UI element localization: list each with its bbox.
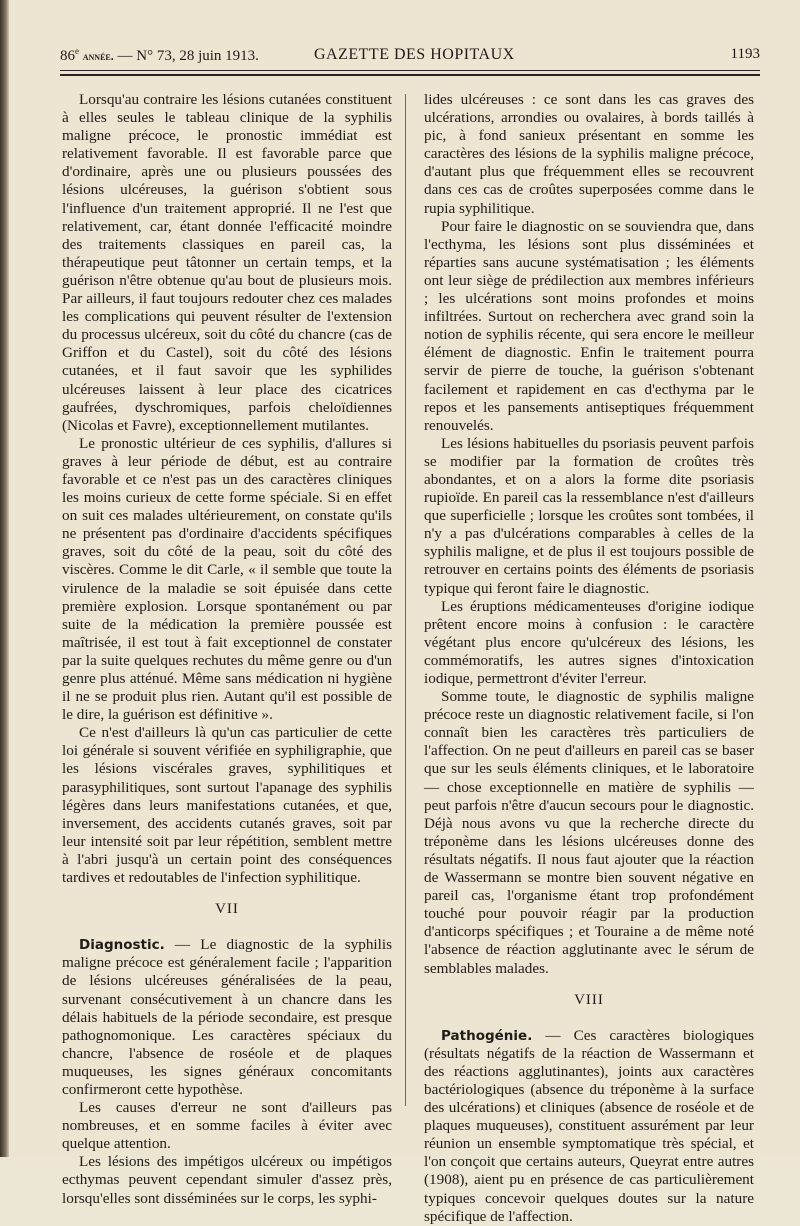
journal-title: GAZETTE DES HOPITAUX [314,46,515,63]
paragraph: Les causes d'erreur ne sont d'ailleurs pas nombreuses, et en somme faciles à éviter avec quelque attention. [62,1099,392,1153]
paragraph: Les éruptions médicamenteuses d'origine iodique prêtent encore moins à confusion : le caractère végétant plus encore qu'ulcéreux des lésions, les commémoratifs, les autres signes d'intoxication iodique, permettront d'éviter l'erreur. [424,597,754,687]
column-divider [405,94,406,1106]
page-number: 1193 [730,46,760,62]
paragraph: Les lésions des impétigos ulcéreux ou impétigos ecthymas peuvent cependant simuler d'assez près, lorsqu'elles sont disséminées sur le corps, les syphi- [62,1153,392,1207]
paragraph-lead: Diagnostic. [79,937,165,954]
paragraph: Le pronostic ultérieur de ces syphilis, d'allures si graves à leur période de début, est au contraire favorable et ce n'est pas un des caractères cliniques les moins curieux de cette forme spéciale. Si en effet on suit ces malades ultérieurement, on constate qu'ils ne présentent pas d'ordinaire d'accidents spécifiques graves, soit du côté de la peau, soit du côté des viscères. Comme le dit Carle, « il semble que toute la virulence de la maladie se soit épuisée dans cette première explosion. Lorsque spontanément ou par suite de la médication la première poussée est maîtrisée, il est tout à fait exceptionnel de constater par la suite quelques rechutes du même genre ou d'un genre plus atténué. Même sans médication ni hygiène il ne se produit plus rien. Autant qu'il est possible de le dire, la guérison est définitive ». [62,434,392,724]
paragraph: Somme toute, le diagnostic de syphilis maligne précoce reste un diagnostic relativement facile, si l'on connaît bien les caractères très particuliers de l'affection. On ne peut d'ailleurs en pareil cas se baser que sur les seuls éléments cliniques, et le laboratoire — chose exceptionnelle en matière de syphilis — peut parfois n'être d'aucun secours pour le diagnostic. Déjà nous avons vu que la recherche directe du tréponème dans les lésions ulcéreuses donne des résultats négatifs. Il nous faut ajouter que la réaction de Wassermann se montre bien souvent négative en pareil cas, l'organisme étant trop profondément touché pour pouvoir réagir par la production d'anticorps spécifiques ; et Touraine a de même noté l'absence de réaction agglutinante avec le sérum de semblables malades. [424,688,754,977]
paragraph: Les lésions habituelles du psoriasis peuvent parfois se modifier par la formation de croûtes très abondantes, et on a alors la forme dite psoriasis rupioïde. En pareil cas la ressemblance n'est d'ailleurs que superficielle ; lorsque les croûtes sont tombées, il n'y a pas d'ulcérations comparables à celles de la syphilis maligne, et de plus il est toujours possible de retrouver en certains points des éléments de psoriasis typique qui feront faire le diagnostic. [424,434,754,597]
running-header [60,46,760,66]
issue-year: 86 [60,48,75,64]
book-spine-shadow [0,0,9,1157]
issue-info [60,46,259,65]
paragraph [62,936,392,1099]
section-heading: VIII [574,991,604,1008]
issue-word: année. [82,49,114,63]
paragraph [424,1027,754,1226]
paragraph-text: — Le diagnostic de la syphilis maligne précoce est généralement facile ; l'apparition de lésions ulcéreuses généralisées de la peau, survenant consécutivement à un chancre dans les délais habituels de la période secondaire, est presque pathognomonique. Les caractères spéciaux du chancre, l'absence de roséole et de plaques muqueuses, les signes généraux concomitants confirmeront cette hypothèse. [62,936,392,1098]
issue-number-date: — N° 73, 28 juin 1913. [117,48,259,64]
paragraph: Lorsqu'au contraire les lésions cutanées constituent à elles seules le tableau clinique de la syphilis maligne précoce, le pronostic immédiat est relativement favorable. Il est favorable parce que d'ordinaire, après une ou plusieurs poussées des lésions ulcéreuses, la guérison s'obtient sous l'influence d'un traitement approprié. Il ne l'est que relativement, car, étant donnée l'efficacité moindre des traitements classiques en pareil cas, la thérapeutique peut tâtonner un certain temps, et la guérison n'être obtenue qu'au bout de plusieurs mois. Par ailleurs, il faut toujours redouter chez ces malades les complications qui peuvent résulter de l'extension du processus ulcéreux, soit du côté du chancre (cas de Griffon et du Castel), soit du côté des lésions cutanées, et il faut savoir que les syphilides ulcéreuses laissent à leur place des cicatrices gaufrées, dyschromiques, parfois cheloïdiennes (Nicolas et Favre), exceptionnellement mutilantes. [62,91,392,434]
header-rule-thick [60,74,760,76]
paragraph-text: — Ces caractères biologiques (résultats négatifs de la réaction de Wassermann et des réactions agglutinantes), joints aux caractères bactériologiques (absence du tréponème à la surface des ulcérations) et cliniques (absence de roséole et de plaques muqueuses), constituent assurément par leur réunion un ensemble symptomatique très spécial, et l'on conçoit que certains auteurs, Queyrat entre autres (1908), aient pu en présence de cas particulièrement typiques concevoir quelques doutes sur la nature spécifique de l'affection. [424,1026,754,1225]
issue-year-sup: e [75,46,79,56]
paragraph: Ce n'est d'ailleurs là qu'un cas particulier de cette loi générale si souvent vérifiée en syphiligraphie, que les lésions viscérales graves, syphilitiques et parasyphilitiques, sont surtout l'apanage des syphilis légères dans leurs manifestations cutanées, et que, inversement, des accidents cutanés graves, soit par leur intensité soit par leur répétition, semblent mettre à l'abri jusqu'à un certain point des conséquences tardives et redoutables de l'infection syphilitique. [62,724,392,887]
right-column [424,91,754,1226]
header-rule-thin [60,70,760,71]
left-column [62,91,392,1208]
paragraph: lides ulcéreuses : ce sont dans les cas graves des ulcérations, arrondies ou ovalaires, à bords taillés à pic, à fond sanieux présentant en somme les caractères des lésions de la syphilis maligne précoce, d'autant plus que fréquemment elles se recouvrent dans ces cas de croûtes superposées comme dans le rupia syphilitique. [424,91,754,217]
section-heading: VII [215,901,239,918]
paragraph: Pour faire le diagnostic on se souviendra que, dans l'ecthyma, les lésions sont plus disséminées et réparties sans aucune systématisation ; les éléments ont leur siège de prédilection aux membres inférieurs ; les ulcérations sont moins profondes et moins infiltrées. Surtout on recherchera avec grand soin la notion de syphilis récente, qui sera encore le meilleur élément de diagnostic. Enfin le traitement pourra servir de pierre de touche, la guérison s'obtenant facilement et rapidement en cas d'ecthyma par le repos et les pansements antiseptiques fréquemment renouvelés. [424,217,754,434]
paragraph-lead: Pathogénie. [441,1027,533,1044]
